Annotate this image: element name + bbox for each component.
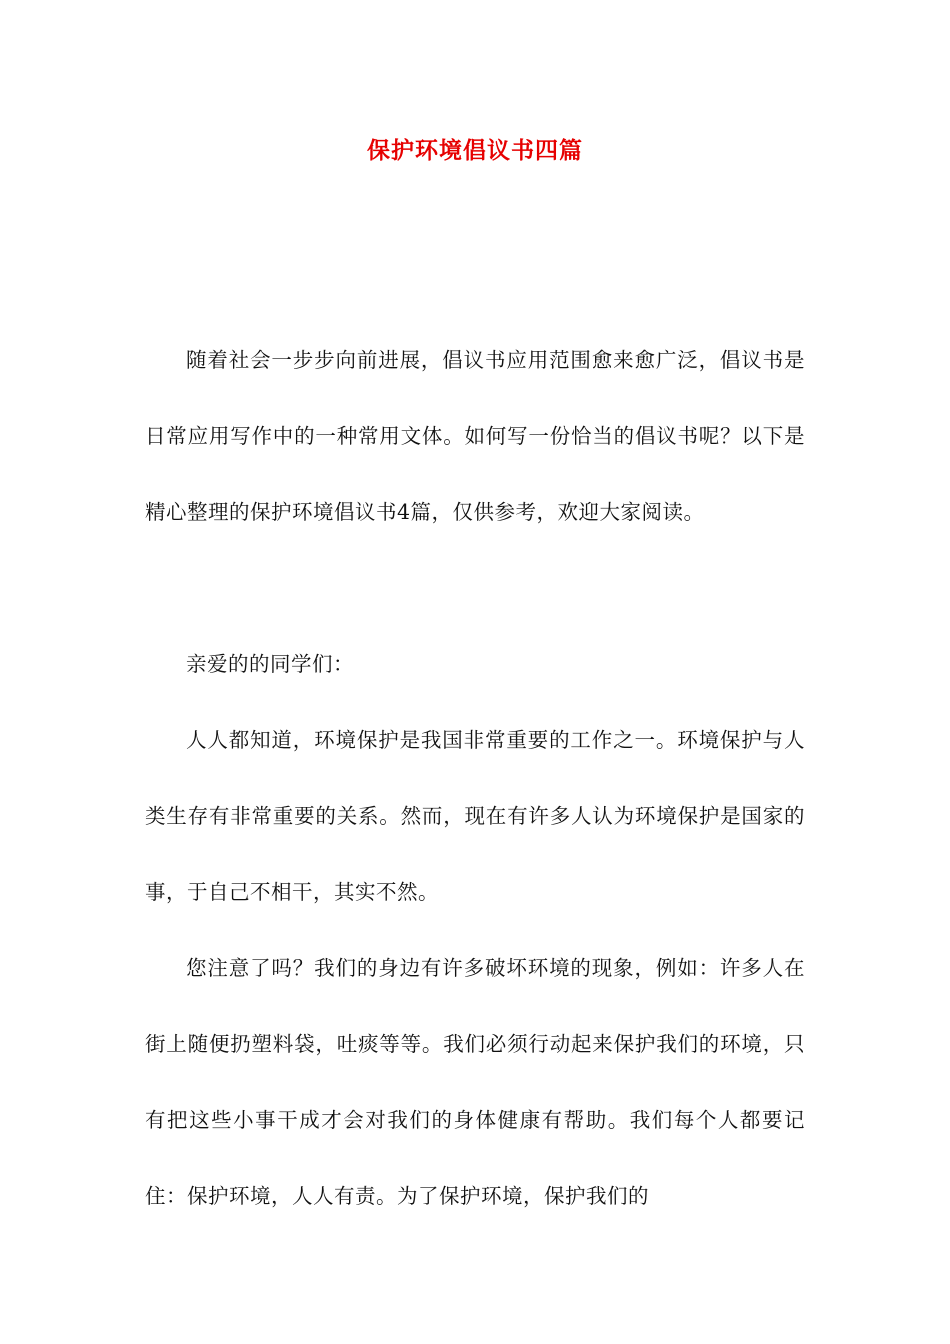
salutation: 亲爱的的同学们： xyxy=(186,652,354,676)
document-title: 保护环境倡议书四篇 xyxy=(367,137,583,164)
document-body xyxy=(145,322,805,1234)
intro-paragraph: 随着社会一步步向前进展，倡议书应用范围愈来愈广泛，倡议书是日常应用写作中的一种常用文体。如何写一份恰当的倡议书呢？以下是精心整理的保护环境倡议书4篇，仅供参考，欢迎大家阅读。 xyxy=(145,348,805,524)
body-paragraph-1: 人人都知道，环境保护是我国非常重要的工作之一。环境保护与人类生存有非常重要的关系。然而，现在有许多人认为环境保护是国家的事，于自己不相干，其实不然。 xyxy=(145,728,805,904)
paragraph-spacer xyxy=(145,550,805,626)
body-paragraph-2: 您注意了吗？我们的身边有许多破坏环境的现象，例如：许多人在街上随便扔塑料袋，吐痰等等。我们必须行动起来保护我们的环境，只有把这些小事干成才会对我们的身体健康有帮助。我们每个人都要记住：保护环境，人人有责。为了保护环境，保护我们的 xyxy=(145,956,805,1208)
